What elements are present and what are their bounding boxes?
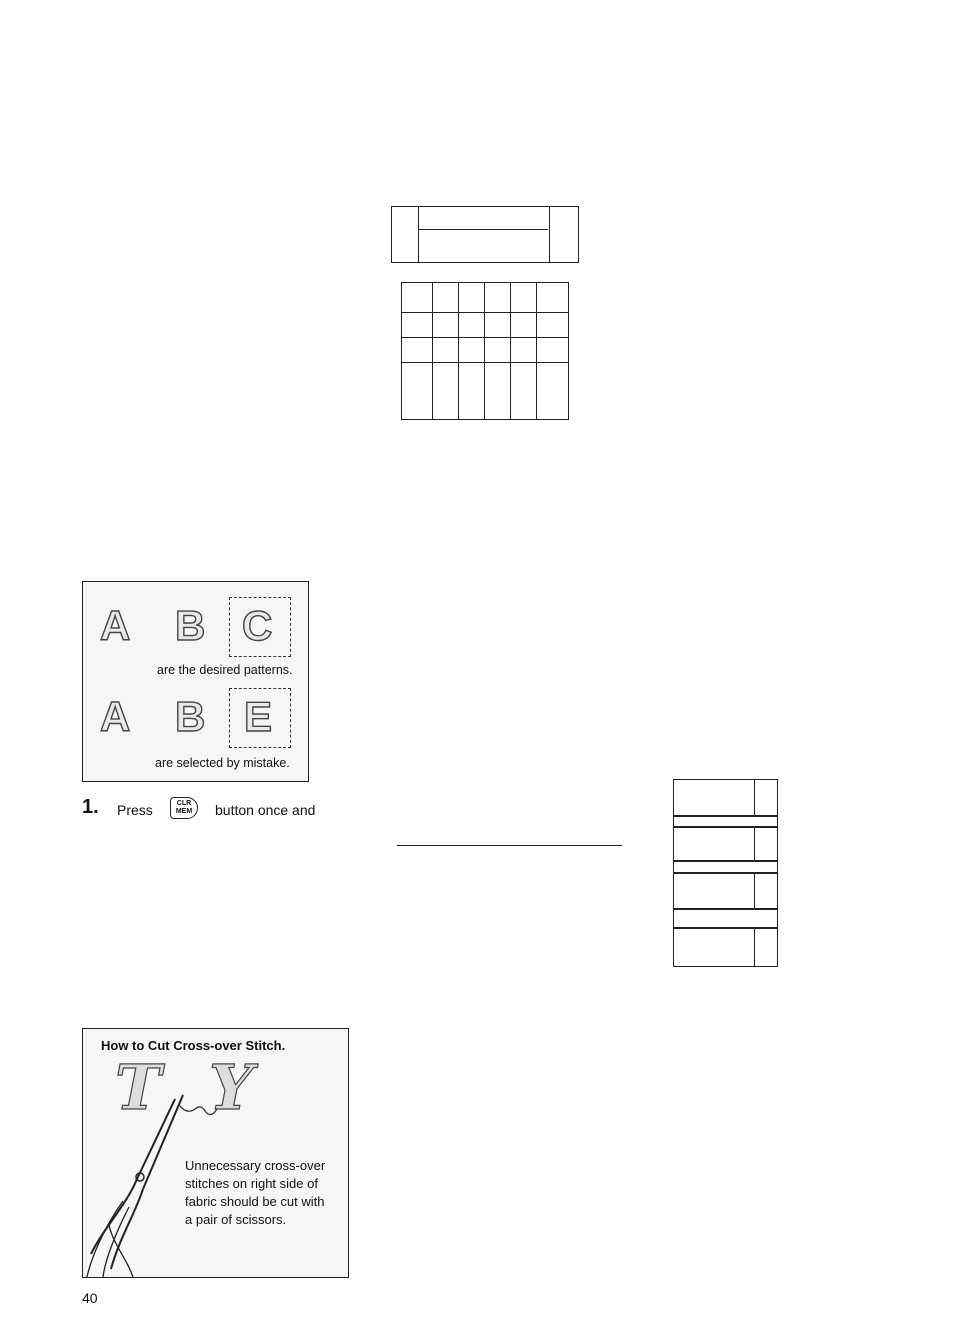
- box-divider: [754, 929, 755, 966]
- selection-dashed-box: [229, 597, 291, 657]
- description-line: Unnecessary cross-over: [185, 1158, 326, 1173]
- empty-grid-table: [401, 282, 569, 420]
- pattern-letter: B: [175, 602, 206, 649]
- step-number: 1.: [82, 796, 99, 818]
- description-line: fabric should be cut with: [185, 1194, 325, 1209]
- right-diagram-box: [673, 873, 778, 909]
- mistake-caption: are selected by mistake.: [155, 756, 290, 770]
- box-divider: [418, 207, 419, 262]
- box-divider: [549, 207, 550, 262]
- box-divider: [418, 229, 548, 230]
- pattern-letter: E: [244, 693, 273, 740]
- crossover-stitch-figure: [82, 1028, 349, 1278]
- script-letter: Y: [209, 1051, 254, 1124]
- script-letter: T: [115, 1051, 162, 1124]
- box-divider: [754, 828, 755, 860]
- scissors-icon: [83, 1029, 349, 1278]
- pattern-letter: A: [100, 602, 131, 649]
- top-diagram-box: [391, 206, 579, 263]
- figure-description: [185, 1157, 349, 1229]
- right-diagram-box: [673, 827, 778, 861]
- pattern-selection-figure: [82, 581, 309, 782]
- horizontal-rule: [397, 845, 622, 846]
- pattern-letter: A: [100, 693, 131, 740]
- box-divider: [754, 874, 755, 908]
- desired-patterns-caption: are the desired patterns.: [157, 663, 293, 677]
- step-text: Press: [117, 802, 153, 818]
- description-line: stitches on right side of: [185, 1176, 318, 1191]
- box-divider: [754, 780, 755, 815]
- selection-dashed-box: [229, 688, 291, 748]
- page-number: 40: [82, 1290, 98, 1306]
- right-diagram-box: [673, 928, 778, 967]
- clr-mem-button-icon: [170, 797, 198, 819]
- button-label: MEM: [175, 808, 193, 815]
- right-diagram-strip: [673, 861, 778, 873]
- description-line: a pair of scissors.: [185, 1212, 287, 1227]
- button-label: CLR: [176, 800, 192, 807]
- right-diagram-strip: [673, 909, 778, 928]
- figure-title: How to Cut Cross-over Stitch.: [101, 1038, 286, 1053]
- pattern-letter: B: [175, 693, 206, 740]
- pattern-letter: C: [242, 602, 273, 649]
- right-diagram-box: [673, 779, 778, 816]
- right-diagram-strip: [673, 816, 778, 827]
- step-text: button once and: [215, 802, 316, 818]
